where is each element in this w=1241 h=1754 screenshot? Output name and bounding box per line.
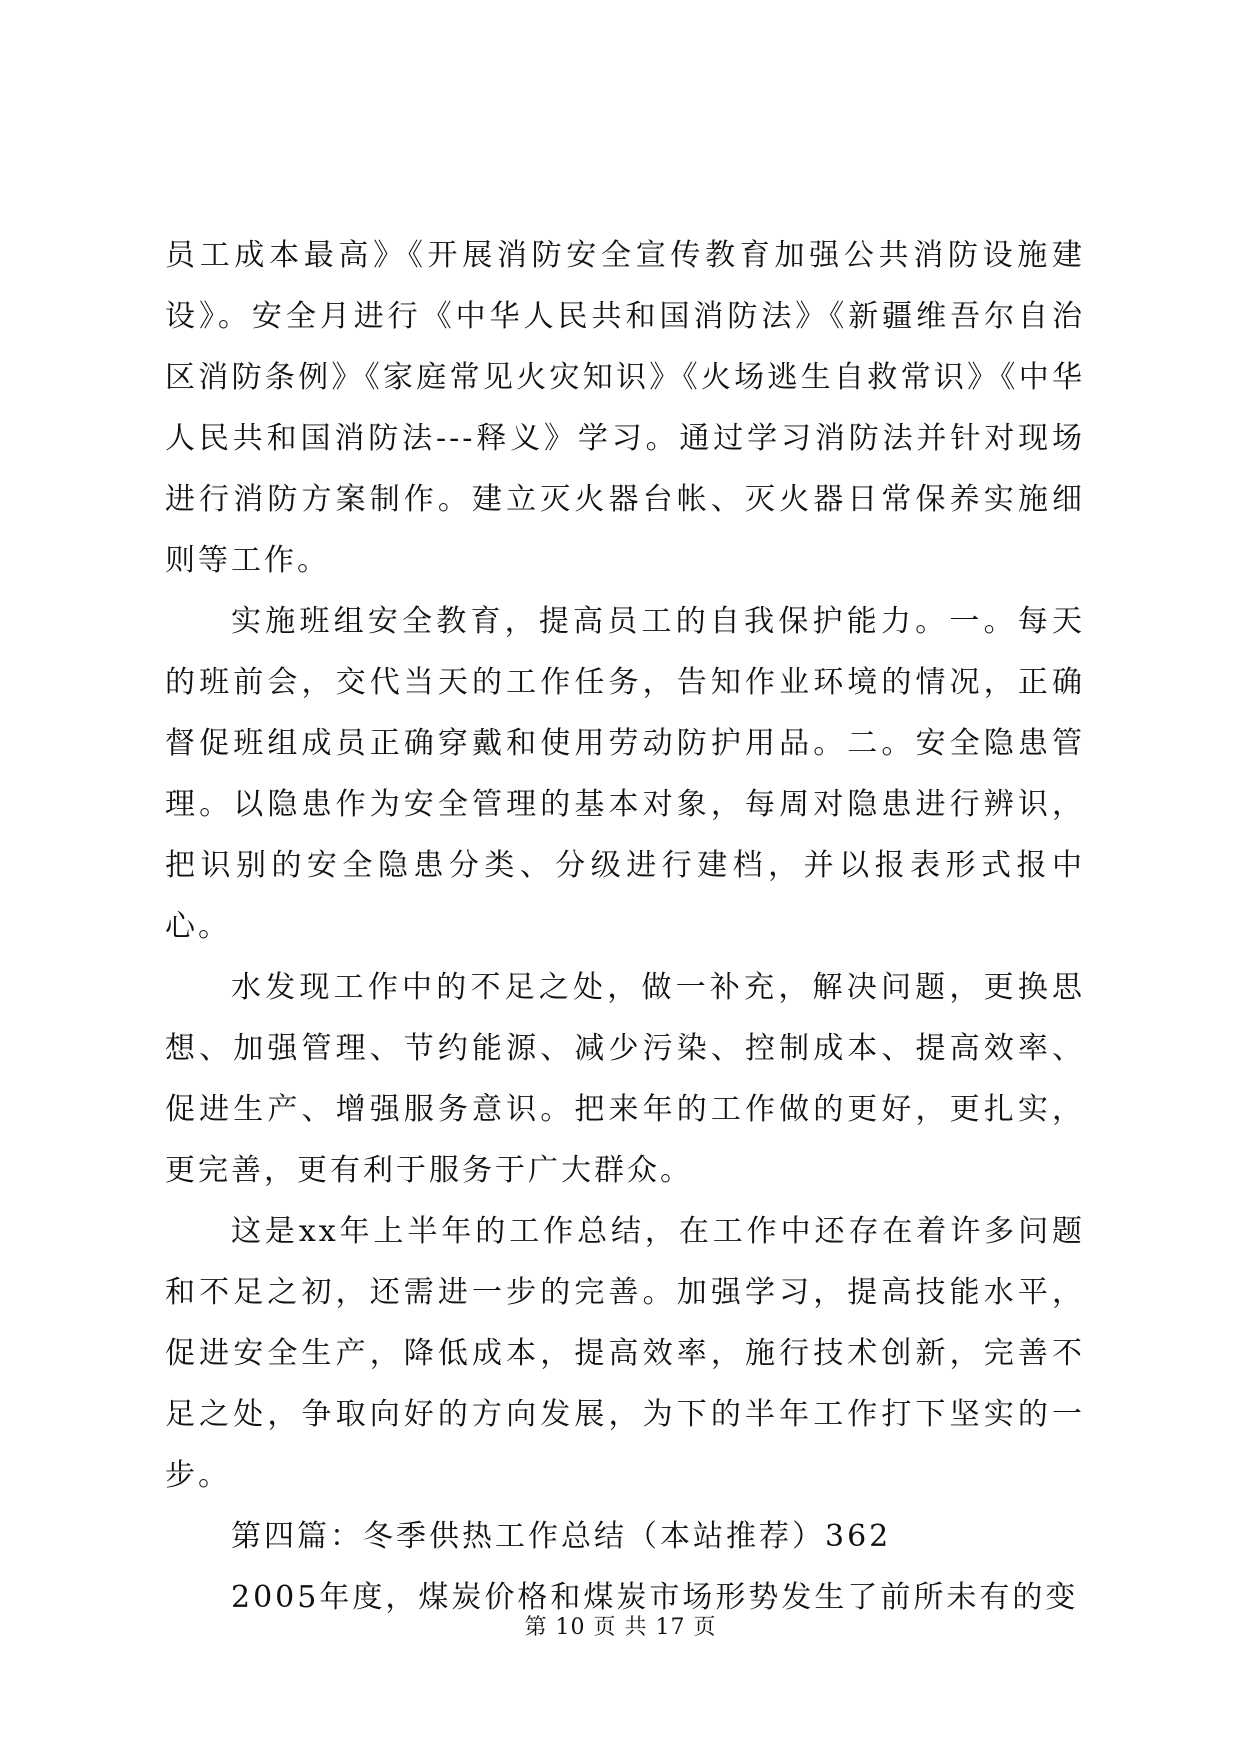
paragraph-3: 水发现工作中的不足之处，做一补充，解决问题，更换思想、加强管理、节约能源、减少污染、控制成本、提高效率、促进生产、增强服务意识。把来年的工作做的更好，更扎实，更完善，更有利于服务于广大群众。 bbox=[165, 970, 1085, 1188]
paragraph-1: 员工成本最高》《开展消防安全宣传教育加强公共消防设施建设》。安全月进行《中华人民共和国消防法》《新疆维吾尔自治区消防条例》《家庭常见火灾知识》《火场逃生自救常识》《中华人民共和国消防法---释义》学习。通过学习消防法并针对现场进行消防方案制作。建立灭火器台帐、灭火器日常保养实施细则等工作。 bbox=[165, 238, 1085, 578]
paragraph-4: 这是xx年上半年的工作总结，在工作中还存在着许多问题和不足之初，还需进一步的完善。加强学习，提高技能水平，促进安全生产，降低成本，提高效率，施行技术创新，完善不足之处，争取向好的方向发展，为下的半年工作打下坚实的一步。 bbox=[165, 1214, 1085, 1493]
section-heading: 第四篇：冬季供热工作总结（本站推荐）362 bbox=[231, 1519, 892, 1554]
paragraph-5: 2005年度，煤炭价格和煤炭市场形势发生了前所未有的变 bbox=[231, 1580, 1079, 1615]
page-number-footer: 第 10 页 共 17 页 bbox=[524, 1615, 717, 1640]
paragraph-2: 实施班组安全教育，提高员工的自我保护能力。一。每天的班前会，交代当天的工作任务，告知作业环境的情况，正确督促班组成员正确穿戴和使用劳动防护用品。二。安全隐患管理。以隐患作为安全管理的基本对象，每周对隐患进行辨识，把识别的安全隐患分类、分级进行建档，并以报表形式报中心。 bbox=[165, 604, 1085, 944]
document-body bbox=[165, 225, 1085, 1628]
